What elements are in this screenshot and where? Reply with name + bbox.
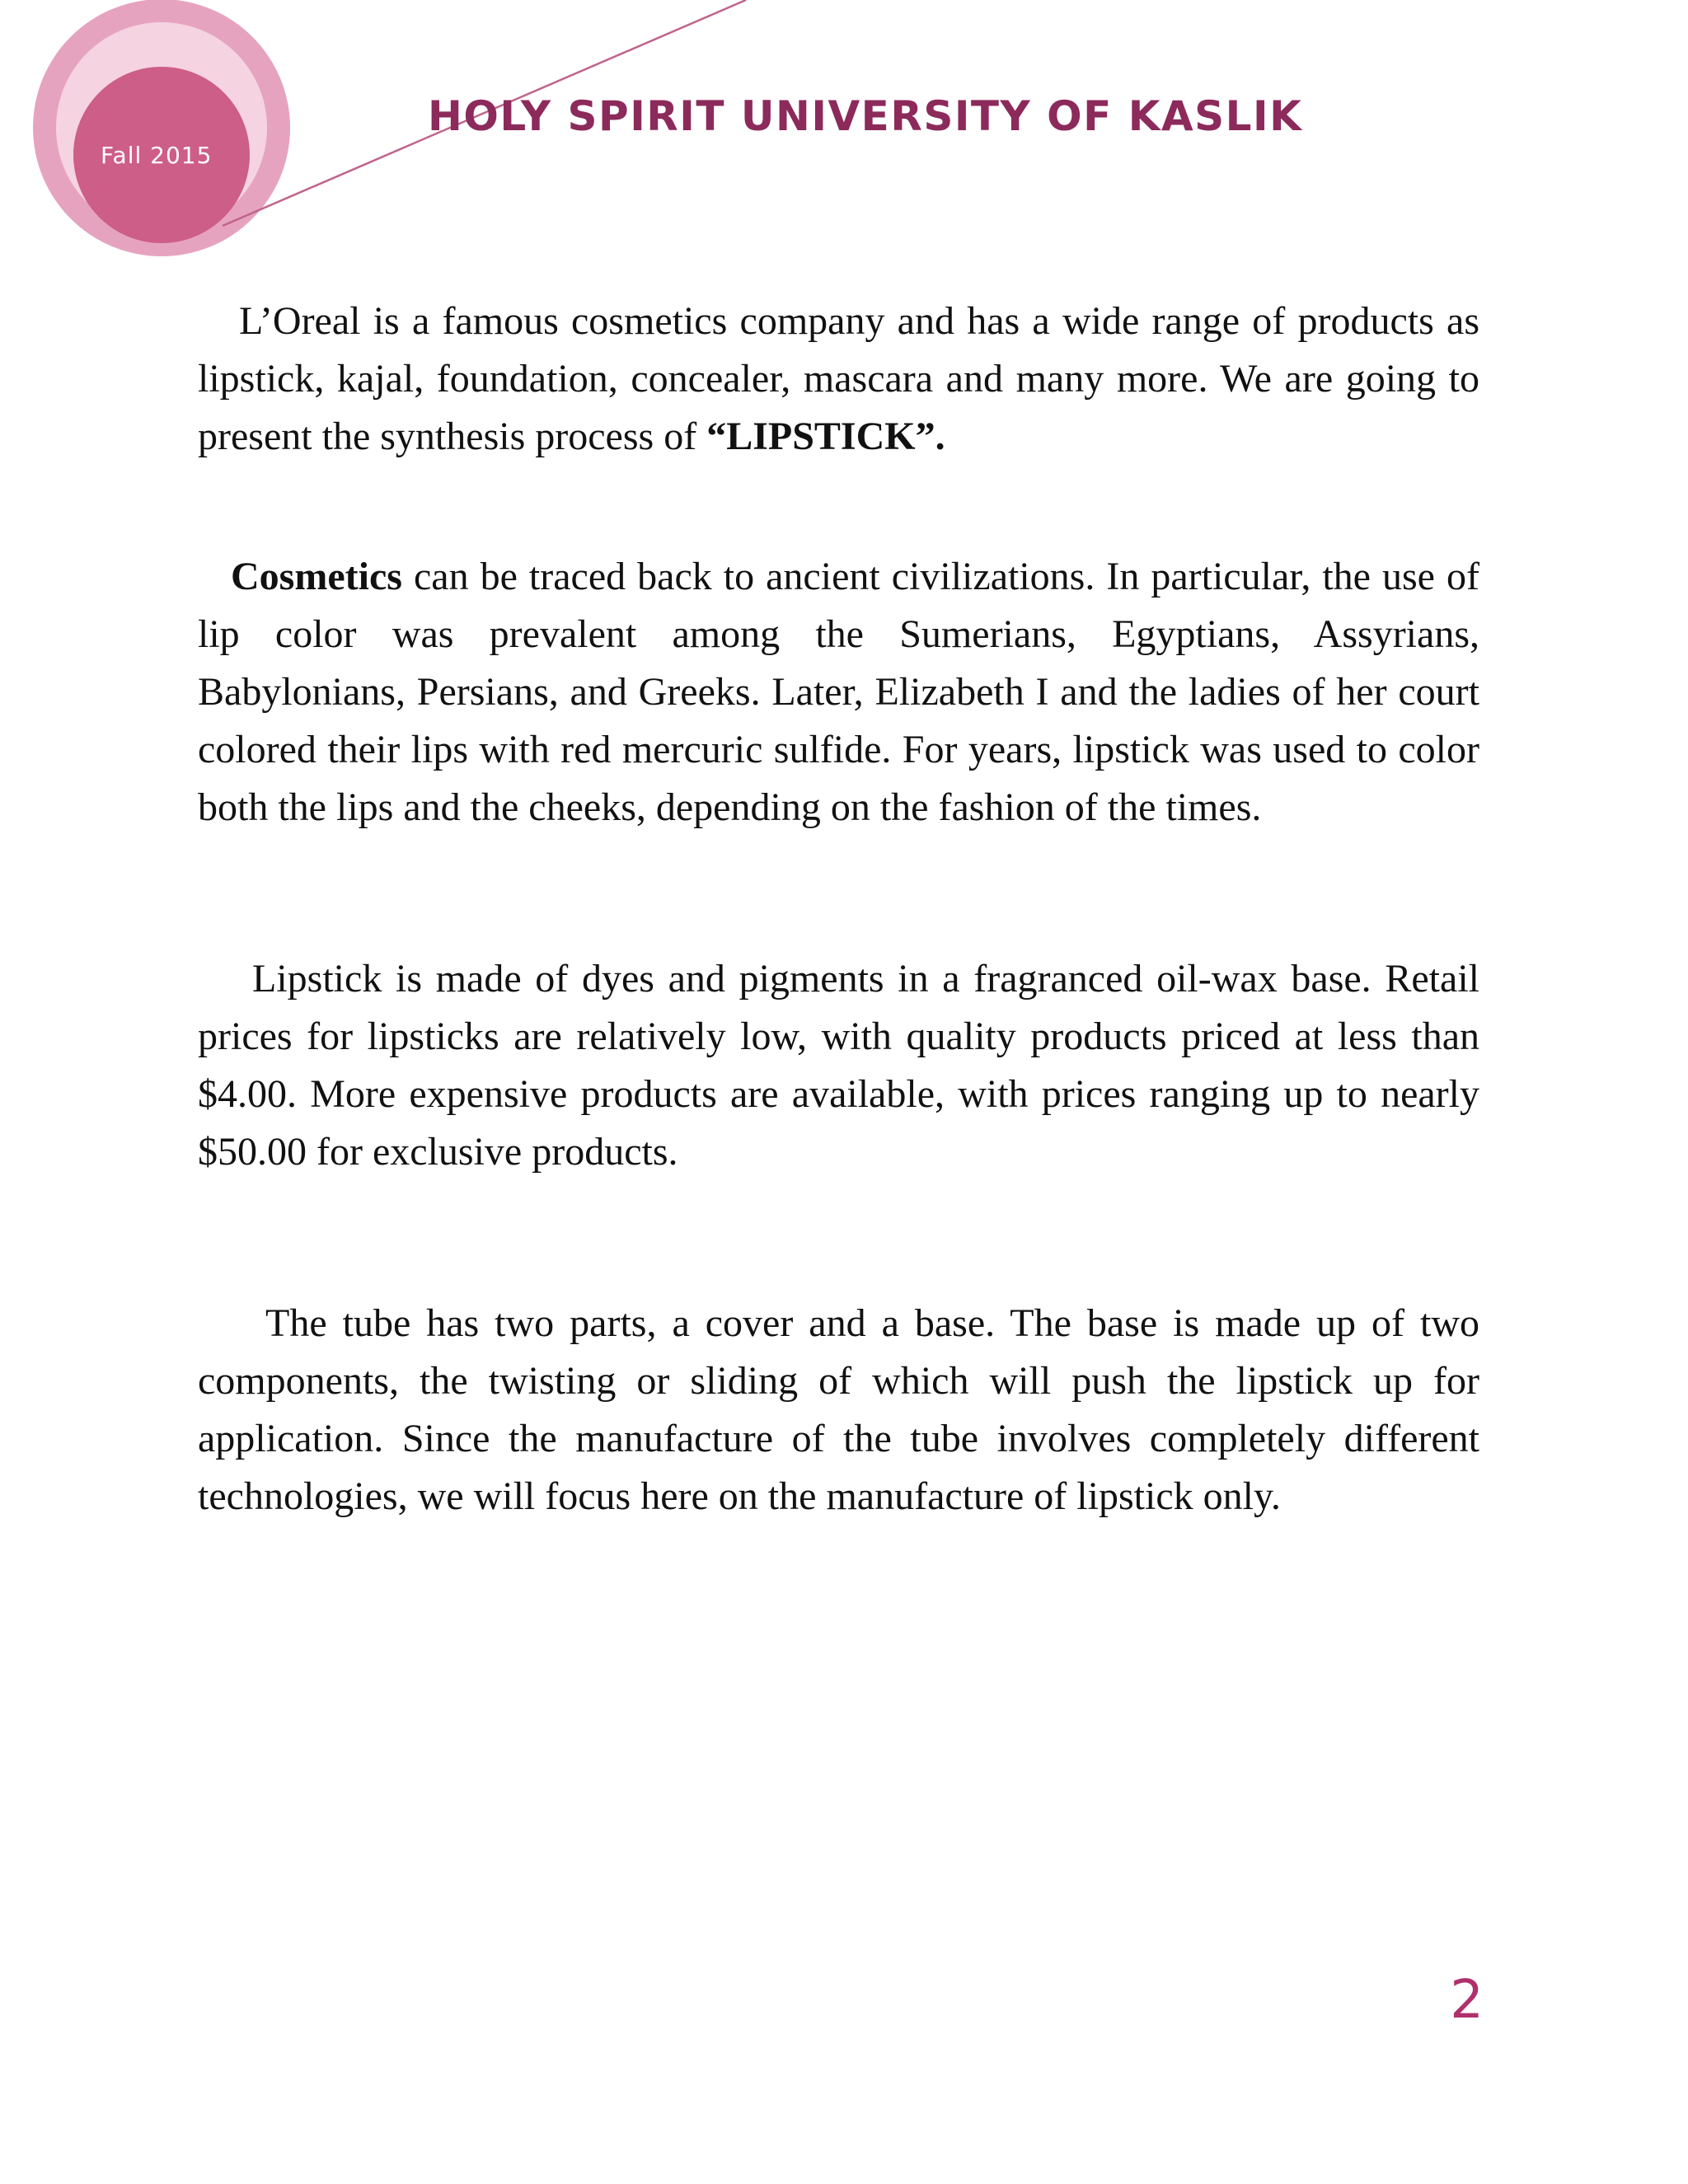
lipstick-emphasis: “LIPSTICK”. [706, 415, 945, 458]
cosmetics-emphasis: Cosmetics [231, 555, 402, 598]
document-body [198, 293, 1479, 1526]
paragraph-intro-text: L’Oreal is a famous cosmetics company and has a wide range of products as lipstick, kajal, foundation, concealer, mascara and many more. We are going to present the synthesis process of [198, 299, 1479, 458]
paragraph-intro [198, 293, 1479, 466]
paragraph-history-text: can be traced back to ancient civilizations. In particular, the use of lip color was prevalent among the Sumerians, Egyptians, Assyrians, Babylonians, Persians, and Greeks. Later, Elizabeth I and the ladies of her court colored their lips with red mercuric sulfide. For years, lipstick was used to color both the lips and the cheeks, depending on the fashion of the times. [198, 555, 1479, 829]
paragraph-tube: The tube has two parts, a cover and a base. The base is made up of two components, the twisting or sliding of which will push the lipstick up for application. Since the manufacture of the tube involves completely different technologies, we will focus here on the manufacture of lipstick only. [198, 1301, 1479, 1518]
semester-label: Fall 2015 [101, 142, 213, 169]
paragraph-history [198, 548, 1479, 837]
paragraph-composition: Lipstick is made of dyes and pigments in a fragranced oil-wax base. Retail prices for lipsticks are relatively low, with quality products priced at less than $4.00. More expensive products are available, with prices ranging up to nearly $50.00 for exclusive products. [198, 957, 1479, 1174]
university-title: HOLY SPIRIT UNIVERSITY OF KASLIK [428, 92, 1303, 140]
page-number: 2 [1450, 1970, 1484, 2031]
header-decoration [0, 0, 1688, 280]
